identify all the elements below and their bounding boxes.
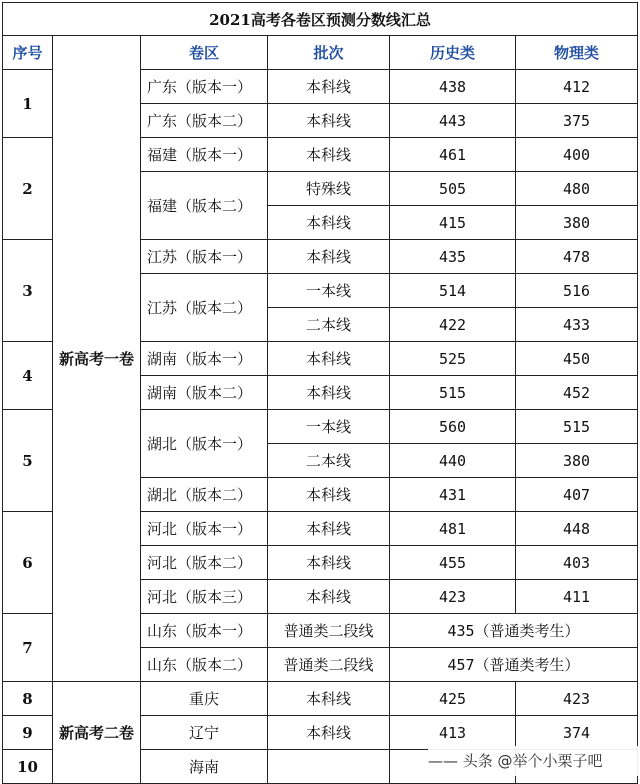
batch-cell: 本科线 (268, 512, 390, 546)
history-cell: 525 (390, 342, 516, 376)
history-cell: 515 (390, 376, 516, 410)
batch-cell: 二本线 (268, 308, 390, 342)
history-cell: 413 (390, 716, 516, 750)
region-cell: 山东（版本二） (141, 648, 268, 682)
physics-cell: 448 (516, 512, 638, 546)
seq-cell: 5 (3, 410, 53, 512)
score-table (2, 2, 638, 784)
volume-label-2: 新高考二卷 (53, 682, 141, 784)
batch-cell: 本科线 (268, 240, 390, 274)
seq-cell: 4 (3, 342, 53, 410)
seq-cell: 10 (3, 750, 53, 784)
batch-cell: 本科线 (268, 478, 390, 512)
history-cell: 440 (390, 444, 516, 478)
seq-cell: 8 (3, 682, 53, 716)
batch-cell (268, 750, 390, 784)
physics-cell: 433 (516, 308, 638, 342)
batch-cell: 本科线 (268, 104, 390, 138)
table-row (3, 682, 638, 716)
history-cell: 435 (390, 240, 516, 274)
volume-label-1: 新高考一卷 (53, 36, 141, 682)
header-seq: 序号 (3, 36, 53, 70)
batch-cell: 一本线 (268, 274, 390, 308)
physics-cell: 375 (516, 104, 638, 138)
physics-cell: 374 (516, 716, 638, 750)
watermark-text: —— 头条 @举个小栗子吧 (428, 746, 638, 776)
region-cell: 重庆 (141, 682, 268, 716)
physics-cell: 452 (516, 376, 638, 410)
region-cell: 福建（版本一） (141, 138, 268, 172)
region-cell: 湖南（版本二） (141, 376, 268, 410)
table-title: 2021高考各卷区预测分数线汇总 (3, 3, 638, 36)
batch-cell: 本科线 (268, 138, 390, 172)
physics-cell: 516 (516, 274, 638, 308)
header-physics: 物理类 (516, 36, 638, 70)
batch-cell: 特殊线 (268, 172, 390, 206)
region-cell: 辽宁 (141, 716, 268, 750)
region-cell: 河北（版本三） (141, 580, 268, 614)
history-cell: 415 (390, 206, 516, 240)
batch-cell: 本科线 (268, 716, 390, 750)
region-cell: 江苏（版本二） (141, 274, 268, 342)
batch-cell: 本科线 (268, 546, 390, 580)
seq-cell: 1 (3, 70, 53, 138)
region-cell: 山东（版本一） (141, 614, 268, 648)
combined-score-cell: 435（普通类考生） (390, 614, 638, 648)
physics-cell: 400 (516, 138, 638, 172)
region-cell: 广东（版本一） (141, 70, 268, 104)
batch-cell: 普通类二段线 (268, 648, 390, 682)
region-cell: 广东（版本二） (141, 104, 268, 138)
region-cell: 福建（版本二） (141, 172, 268, 240)
header-region: 卷区 (141, 36, 268, 70)
batch-cell: 本科线 (268, 206, 390, 240)
history-cell: 505 (390, 172, 516, 206)
history-cell: 422 (390, 308, 516, 342)
header-row (3, 36, 638, 70)
batch-cell: 本科线 (268, 342, 390, 376)
physics-cell: 480 (516, 172, 638, 206)
header-batch: 批次 (268, 36, 390, 70)
history-cell: 455 (390, 546, 516, 580)
history-cell: 560 (390, 410, 516, 444)
combined-score-cell: 457（普通类考生） (390, 648, 638, 682)
physics-cell: 380 (516, 206, 638, 240)
history-cell: 514 (390, 274, 516, 308)
seq-cell: 6 (3, 512, 53, 614)
physics-cell: 380 (516, 444, 638, 478)
history-cell: 438 (390, 70, 516, 104)
history-cell: 443 (390, 104, 516, 138)
region-cell: 湖北（版本二） (141, 478, 268, 512)
region-cell: 江苏（版本一） (141, 240, 268, 274)
region-cell: 河北（版本一） (141, 512, 268, 546)
physics-cell: 403 (516, 546, 638, 580)
batch-cell: 本科线 (268, 580, 390, 614)
physics-cell: 515 (516, 410, 638, 444)
batch-cell: 普通类二段线 (268, 614, 390, 648)
physics-cell: 411 (516, 580, 638, 614)
title-row (3, 3, 638, 36)
batch-cell: 二本线 (268, 444, 390, 478)
seq-cell: 7 (3, 614, 53, 682)
region-cell: 湖南（版本一） (141, 342, 268, 376)
header-history: 历史类 (390, 36, 516, 70)
seq-cell: 2 (3, 138, 53, 240)
region-cell: 海南 (141, 750, 268, 784)
seq-cell: 3 (3, 240, 53, 342)
history-cell: 431 (390, 478, 516, 512)
physics-cell: 478 (516, 240, 638, 274)
batch-cell: 本科线 (268, 70, 390, 104)
region-cell: 河北（版本二） (141, 546, 268, 580)
batch-cell: 本科线 (268, 682, 390, 716)
history-cell: 461 (390, 138, 516, 172)
history-cell: 423 (390, 580, 516, 614)
region-cell: 湖北（版本一） (141, 410, 268, 478)
physics-cell: 412 (516, 70, 638, 104)
history-cell: 425 (390, 682, 516, 716)
physics-cell: 407 (516, 478, 638, 512)
physics-cell: 450 (516, 342, 638, 376)
batch-cell: 本科线 (268, 376, 390, 410)
seq-cell: 9 (3, 716, 53, 750)
physics-cell: 423 (516, 682, 638, 716)
batch-cell: 一本线 (268, 410, 390, 444)
history-cell: 481 (390, 512, 516, 546)
